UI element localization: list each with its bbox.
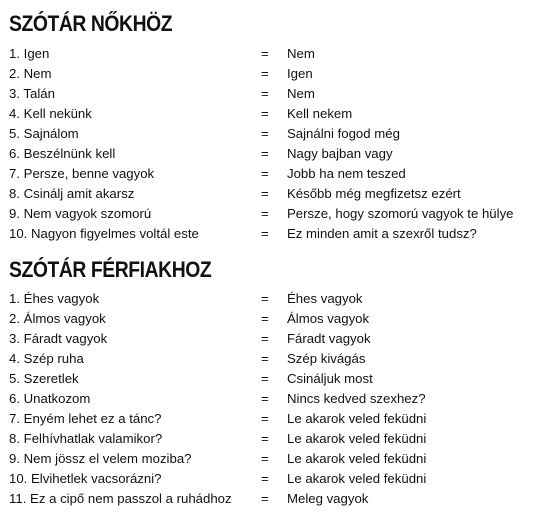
equals-sign: = xyxy=(261,86,269,101)
phrase-meaning: Később még megfizetsz ezért xyxy=(287,186,461,201)
phrase-said: 4. Kell nekünk xyxy=(9,106,92,121)
equals-sign: = xyxy=(261,411,269,426)
equals-sign: = xyxy=(261,226,269,241)
dictionary-row xyxy=(0,429,540,449)
phrase-said: 2. Álmos vagyok xyxy=(9,311,106,326)
dictionary-row xyxy=(0,124,540,144)
phrase-said: 4. Szép ruha xyxy=(9,351,84,366)
phrase-meaning: Éhes vagyok xyxy=(287,291,363,306)
equals-sign: = xyxy=(261,66,269,81)
dictionary-row xyxy=(0,329,540,349)
phrase-said: 8. Csinálj amit akarsz xyxy=(9,186,135,201)
phrase-said: 9. Nem vagyok szomorú xyxy=(9,206,152,221)
equals-sign: = xyxy=(261,146,269,161)
equals-sign: = xyxy=(261,351,269,366)
phrase-said: 2. Nem xyxy=(9,66,52,81)
phrase-said: 7. Persze, benne vagyok xyxy=(9,166,155,181)
phrase-meaning: Nincs kedved szexhez? xyxy=(287,391,426,406)
dictionary-men-rows xyxy=(0,289,540,509)
dictionary-women-rows xyxy=(0,44,540,244)
phrase-said: 1. Éhes vagyok xyxy=(9,291,100,306)
phrase-meaning: Nem xyxy=(287,86,315,101)
dictionary-row xyxy=(0,389,540,409)
phrase-meaning: Persze, hogy szomorú vagyok te hülye xyxy=(287,206,514,221)
equals-sign: = xyxy=(261,106,269,121)
equals-sign: = xyxy=(261,471,269,486)
phrase-meaning: Le akarok veled feküdni xyxy=(287,471,427,486)
equals-sign: = xyxy=(261,451,269,466)
phrase-meaning: Le akarok veled feküdni xyxy=(287,411,427,426)
dictionary-row xyxy=(0,469,540,489)
phrase-said: 11. Ez a cipő nem passzol a ruhádhoz xyxy=(9,491,232,506)
equals-sign: = xyxy=(261,166,269,181)
phrase-meaning: Álmos vagyok xyxy=(287,311,370,326)
phrase-meaning: Kell nekem xyxy=(287,106,353,121)
phrase-said: 10. Nagyon figyelmes voltál este xyxy=(9,226,199,241)
phrase-meaning: Le akarok veled feküdni xyxy=(287,451,427,466)
phrase-meaning: Sajnálni fogod még xyxy=(287,126,400,141)
dictionary-row xyxy=(0,224,540,244)
dictionary-row xyxy=(0,164,540,184)
dictionary-row xyxy=(0,409,540,429)
phrase-meaning: Le akarok veled feküdni xyxy=(287,431,427,446)
dictionary-row xyxy=(0,64,540,84)
phrase-said: 9. Nem jössz el velem moziba? xyxy=(9,451,192,466)
equals-sign: = xyxy=(261,491,269,506)
phrase-meaning: Csináljuk most xyxy=(287,371,373,386)
phrase-meaning: Nem xyxy=(287,46,315,61)
phrase-meaning: Jobb ha nem teszed xyxy=(287,166,406,181)
phrase-said: 3. Fáradt vagyok xyxy=(9,331,108,346)
section-title-men: SZÓTÁR FÉRFIAKHOZ xyxy=(9,257,212,282)
phrase-said: 3. Talán xyxy=(9,86,55,101)
dictionary-row xyxy=(0,44,540,64)
equals-sign: = xyxy=(261,311,269,326)
dictionary-row xyxy=(0,349,540,369)
phrase-said: 7. Enyém lehet ez a tánc? xyxy=(9,411,162,426)
phrase-meaning: Meleg vagyok xyxy=(287,491,369,506)
dictionary-row xyxy=(0,104,540,124)
equals-sign: = xyxy=(261,331,269,346)
phrase-said: 6. Unatkozom xyxy=(9,391,91,406)
equals-sign: = xyxy=(261,206,269,221)
equals-sign: = xyxy=(261,391,269,406)
section-title-women: SZÓTÁR NŐKHÖZ xyxy=(9,11,173,36)
phrase-said: 8. Felhívhatlak valamikor? xyxy=(9,431,163,446)
phrase-said: 10. Elvihetlek vacsorázni? xyxy=(9,471,162,486)
dictionary-row xyxy=(0,84,540,104)
phrase-meaning: Igen xyxy=(287,66,313,81)
equals-sign: = xyxy=(261,46,269,61)
dictionary-row xyxy=(0,369,540,389)
phrase-said: 6. Beszélnünk kell xyxy=(9,146,116,161)
dictionary-row xyxy=(0,449,540,469)
phrase-meaning: Nagy bajban vagy xyxy=(287,146,393,161)
phrase-meaning: Fáradt vagyok xyxy=(287,331,371,346)
equals-sign: = xyxy=(261,126,269,141)
phrase-said: 5. Szeretlek xyxy=(9,371,79,386)
phrase-meaning: Szép kivágás xyxy=(287,351,366,366)
dictionary-row xyxy=(0,309,540,329)
dictionary-row xyxy=(0,204,540,224)
equals-sign: = xyxy=(261,186,269,201)
dictionary-row xyxy=(0,489,540,509)
dictionary-row xyxy=(0,184,540,204)
phrase-meaning: Ez minden amit a szexről tudsz? xyxy=(287,226,477,241)
dictionary-row xyxy=(0,144,540,164)
phrase-said: 1. Igen xyxy=(9,46,50,61)
equals-sign: = xyxy=(261,291,269,306)
equals-sign: = xyxy=(261,371,269,386)
phrase-said: 5. Sajnálom xyxy=(9,126,79,141)
dictionary-row xyxy=(0,289,540,309)
equals-sign: = xyxy=(261,431,269,446)
